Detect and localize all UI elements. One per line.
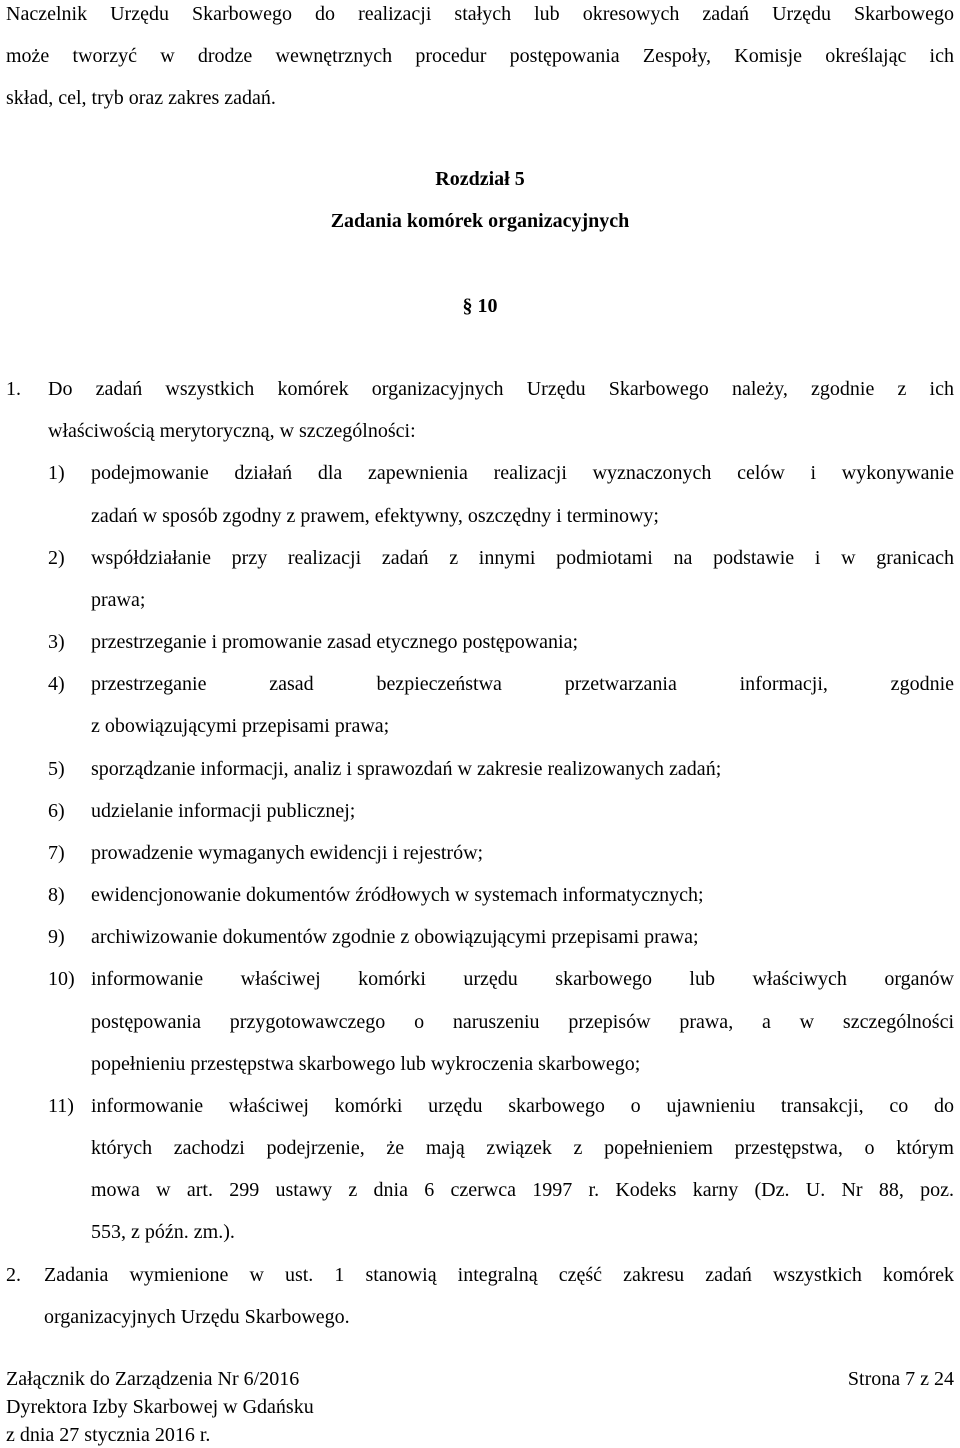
chapter-title: Zadania komórek organizacyjnych [330,210,630,232]
para-2-line-1: Zadania wymienione w ust. 1 stanowią integralną część zakresu zadań wszystkich komórek [44,1264,954,1286]
item-line: zadań w sposób zgodny z prawem, efektywny, oszczędny i terminowy; [91,505,659,527]
para-2-number: 2. [6,1264,21,1286]
item-line: prawa; [91,589,146,611]
item-number: 4) [48,673,65,695]
footer-director-line: Dyrektora Izby Skarbowej w Gdańsku [6,1396,314,1418]
item-line: informowanie właściwej komórki urzędu skarbowego lub właściwych organów [91,968,954,990]
item-number: 1) [48,462,65,484]
item-number: 9) [48,926,65,948]
para-1-number: 1. [6,378,21,400]
item-line: informowanie właściwej komórki urzędu skarbowego o ujawnieniu transakcji, co do [91,1095,954,1117]
item-line: archiwizowanie dokumentów zgodnie z obowiązującymi przepisami prawa; [91,926,699,948]
item-line: 553, z późn. zm.). [91,1221,235,1243]
chapter-number: Rozdział 5 [435,168,525,190]
item-line: prowadzenie wymaganych ewidencji i rejestrów; [91,842,484,864]
item-line: popełnieniu przestępstwa skarbowego lub wykroczenia skarbowego; [91,1053,641,1075]
item-line: podejmowanie działań dla zapewnienia realizacji wyznaczonych celów i wykonywanie [91,462,954,484]
item-line: współdziałanie przy realizacji zadań z innymi podmiotami na podstawie i w granicach [91,547,954,569]
item-number: 10) [48,968,75,990]
para-2-line-2: organizacyjnych Urzędu Skarbowego. [44,1306,350,1328]
para-1-line-1: Do zadań wszystkich komórek organizacyjnych Urzędu Skarbowego należy, zgodnie z ich [48,378,954,400]
intro-line-3: skład, cel, tryb oraz zakres zadań. [6,87,276,109]
item-number: 3) [48,631,65,653]
intro-line-2: może tworzyć w drodze wewnętrznych procedur postępowania Zespoły, Komisje określając ich [6,45,954,67]
footer-attachment-line: Załącznik do Zarządzenia Nr 6/2016 [6,1368,300,1390]
item-line: przestrzeganie i promowanie zasad etycznego postępowania; [91,631,579,653]
para-1-line-2: właściwością merytoryczną, w szczególności: [48,420,416,442]
item-line: przestrzeganie zasad bezpieczeństwa przetwarzania informacji, zgodnie [91,673,954,695]
section-mark: § 10 [462,295,498,317]
item-number: 11) [48,1095,74,1117]
item-number: 6) [48,800,65,822]
item-line: ewidencjonowanie dokumentów źródłowych w systemach informatycznych; [91,884,704,906]
item-number: 7) [48,842,65,864]
item-line: z obowiązującymi przepisami prawa; [91,715,390,737]
item-line: których zachodzi podejrzenie, że mają związek z popełnieniem przestępstwa, o którym [91,1137,954,1159]
item-line: udzielanie informacji publicznej; [91,800,356,822]
footer-date-line: z dnia 27 stycznia 2016 r. [6,1424,211,1446]
page-number: Strona 7 z 24 [847,1368,954,1390]
item-number: 5) [48,758,65,780]
item-number: 8) [48,884,65,906]
intro-line-1: Naczelnik Urzędu Skarbowego do realizacji stałych lub okresowych zadań Urzędu Skarbowego [6,3,954,25]
item-line: sporządzanie informacji, analiz i sprawozdań w zakresie realizowanych zadań; [91,758,722,780]
item-number: 2) [48,547,65,569]
item-line: mowa w art. 299 ustawy z dnia 6 czerwca 1997 r. Kodeks karny (Dz. U. Nr 88, poz. [91,1179,954,1201]
item-line: postępowania przygotowawczego o naruszeniu przepisów prawa, a w szczególności [91,1011,954,1033]
